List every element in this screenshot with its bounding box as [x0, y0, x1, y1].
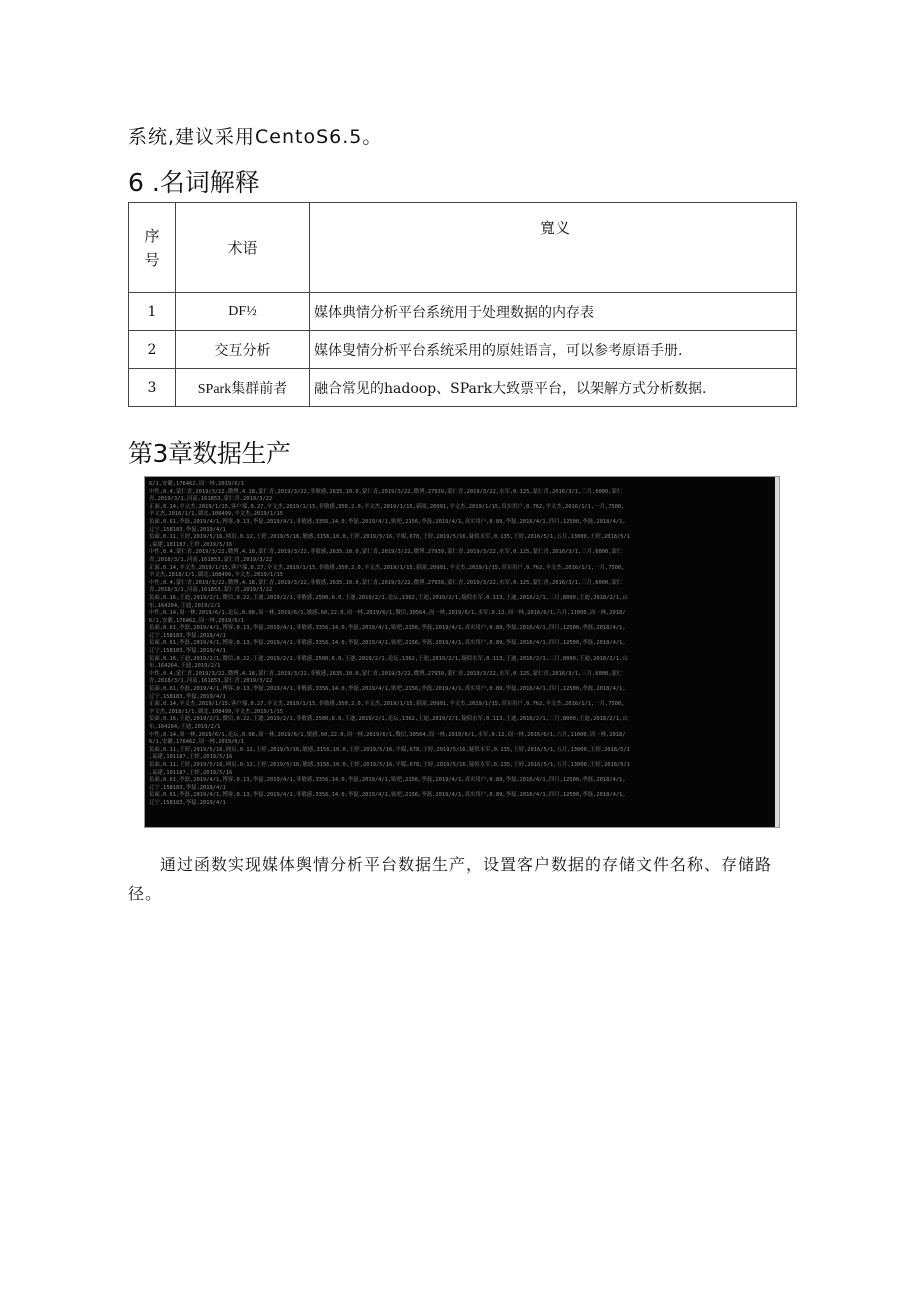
header-number-line2: 号 — [144, 250, 160, 269]
row-number: 2 — [129, 331, 176, 369]
row-number: 1 — [129, 293, 176, 331]
glossary-table — [128, 202, 797, 407]
terminal-output-screenshot — [144, 476, 780, 828]
header-definition: 寬义 — [310, 203, 797, 293]
terminal-scrollbar[interactable] — [775, 477, 779, 827]
row-definition: 融合常见的hadoop、SPark大致票平台，以架解方式分析数据. — [310, 369, 797, 407]
terminal-output-text: 6/1,安徽,176462,周一林,2019/6/1 中性,0.4,蒙仁青,2019/3/22,微博,4.18,蒙仁青,2019/3/22,非敏感,2635,10.0,蒙仁青,2019/3/22,微博,27939,蒙仁青,2019/3/22,水军,0.125,蒙仁青,2016/3/1,三月,6000,蒙仁 青,2019/3/1,河南,161853,蒙仁青,2019/3/22 正面,0.14,辛文杰,2019/1/15,客户端,0.27,辛文杰,2019/1/15,非敏感,350,2.0,辛文杰,2019/1/15,新闻,20991,辛文杰,2019/1/15,真实用户,0.762,辛文杰,2016/1/1,一月,7500, 辛文杰,2016/1/1,湖北,108499,辛文杰,2019/1/15 负面,0.61,李磊,2019/4/1,博客,0.13,李磊,2019/4/1,非敏感,3356,14.0,李磊,2019/4/1,贴吧,2156,李磊,2019/4/1,真实用户,0.89,李磊,2016/4/1,四月,12500,李磊,2018/4/1, 辽宁,158183,李磊,2019/4/1 负面,0.11,王婷,2019/5/16,网页,0.12,王婷,2019/5/16,敏感,3156,10.0,王婷,2019/5/16,平媒,678,王婷,2019/5/16,疑似水军,0.135,王婷,2016/5/1,五月,13000,王婷,2018/5/1 ,福建,101187,王婷,2019/5/16 中性,0.4,蒙仁青,2019/3/22,微博,4.18,蒙仁青,2019/3/22,非敏感,2635,10.0,蒙仁青,2019/3/22,微博,27939,蒙仁青,2019/3/22,水军,0.125,蒙仁青,2016/3/1,三月,6000,蒙仁 青,2018/3/1,河南,161853,蒙仁青,2019/3/22 正面,0.14,辛文杰,2019/1/15,客户端,0.27,辛文杰,2019/1/15,非敏感,350,2.0,辛文杰,2019/1/15,新闻,20991,辛文杰,2019/1/15,真实用户,0.762,辛文杰,2016/1/1,一月,7500, 辛文杰,2018/1/1,湖北,108499,辛文杰,2019/1/15 中性,0.4,蒙仁青,2019/3/22,微博,4.18,蒙仁青,2019/3/22,非敏感,2635,10.0,蒙仁青,2019/3/22,微博,27939,蒙仁青,2019/3/22,水军,0.125,蒙仁青,2016/3/1,三月,6000,蒙仁 青,2018/3/1,河南,161853,蒙仁青,2019/3/22 负面,0.16,王迪,2019/2/1,微信,0.22,王迪,2019/2/1,非敏感,2500,6.0,王迪,2019/2/1,论坛,1362,王迪,2019/2/1,疑似水军,0.113,王迪,2016/2/1,二月,8000,王迪,2018/2/1,山 东,164264,王迪,2019/2/1 中性,0.14,周一林,2019/6/1,论坛,0.08,周一林,2019/6/1,敏感,60,22.0,周一林,2019/6/1,微信,30564,周一林,2019/6/1,水军,0.12,周一林,2016/6/1,六月,11000,周一林,2018/ 6/1,安徽,176462,周一林,2019/6/1 负面,0.61,李磊,2019/4/1,博客,0.13,李磊,2019/4/1,非敏感,3356,14.0,李磊,2019/4/1,贴吧,2156,李磊,2019/4/1,真实用户,0.89,李磊,2016/4/1,四月,12500,李磊,2018/4/1, 辽宁,158183,李磊,2019/4/1 负面,0.61,李磊,2019/4/1,博客,0.13,李磊,2019/4/1,非敏感,3356,14.0,李磊,2019/4/1,贴吧,2156,李磊,2019/4/1,真实用户,0.89,李磊,2016/4/1,四月,12500,李磊,2018/4/1, 辽宁,158183,李磊,2019/4/1 负面,0.16,王迪,2019/2/1,微信,0.22,王迪,2019/2/1,非敏感,2500,6.0,王迪,2019/2/1,论坛,1362,王迪,2019/2/1,疑似水军,0.113,王迪,2016/2/1,二月,8000,王迪,2018/2/1,山 东,164264,王迪,2019/2/1 中性,0.4,蒙仁青,2019/3/22,微博,4.18,蒙仁青,2019/3/22,非敏感,2635,10.0,蒙仁青,2019/3/22,微博,27939,蒙仁青,2019/3/22,水军,0.125,蒙仁青,2016/3/1,三月,6000,蒙仁 青,2018/3/1,河南,161853,蒙仁青,2019/3/22 负面,0.61,李磊,2019/4/1,博客,0.13,李磊,2019/4/1,非敏感,3356,14.0,李磊,2019/4/1,贴吧,2156,李磊,2019/4/1,真实用户,0.89,李磊,2016/4/1,四月,12500,李磊,2018/4/1, 辽宁,158183,李磊,2019/4/1 正面,0.14,辛文杰,2019/1/15,客户端,0.27,辛文杰,2019/1/15,非敏感,350,2.0,辛文杰,2019/1/15,新闻,20991,辛文杰,2019/1/15,真实用户,0.762,辛文杰,2016/1/1,一月,7500, 辛文杰,2018/1/1,湖北,108499,辛文杰,2019/1/15 负面,0.16,王迪,2019/2/1,微信,0.22,王迪,2019/2/1,非敏感,2500,6.0,王迪,2019/2/1,论坛,1362,王迪,2019/2/1,疑似水军,0.113,王迪,2016/2/1,二月,8000,王迪,2018/2/1,山 东,164264,王迪,2019/2/1 中性,0.14,周一林,2019/6/1,论坛,0.08,周一林,2019/6/1,敏感,60,22.0,周一林,2019/6/1,微信,30564,周一林,2019/6/1,水军,0.12,周一林,2016/6/1,六月,11000,周一林,2018/ 6/1,安徽,176462,周一林,2019/6/1 负面,0.11,王婷,2019/5/16,网页,0.12,王婷,2019/5/16,敏感,3156,10.0,王婷,2019/5/16,平媒,678,王婷,2019/5/16,疑似水军,0.135,王婷,2016/5/1,五月,13000,王婷,2018/5/1 ,福建,101187,王婷,2019/5/16 负面,0.11,王婷,2019/5/16,网页,0.12,王婷,2019/5/16,敏感,3156,10.0,王婷,2019/5/16,平媒,678,王婷,2019/5/16,疑似水军,0.135,王婷,2016/5/1,五月,13000,王婷,2018/5/1 ,福建,101187,王婷,2019/5/16 负面,0.61,李磊,2019/4/1,博客,0.13,李磊,2019/4/1,非敏感,3356,14.0,李磊,2019/4/1,贴吧,2156,李磊,2019/4/1,真实用户,0.89,李磊,2016/4/1,四月,12500,李磊,2018/4/1, 辽宁,158183,李磊,2019/4/1 负面,0.61,李磊,2019/4/1,博客,0.13,李磊,2019/4/1,非敏感,3356,14.0,李磊,2019/4/1,贴吧,2156,李磊,2019/4/1,真实用户,0.89,李磊,2016/4/1,四月,12500,李磊,2018/4/1, 辽宁,158183,李磊,2019/4/1 — [149, 481, 630, 806]
row-definition: 媒体叟情分析平台系统采用的原娃语言，可以参考原语手册. — [310, 331, 797, 369]
header-number-line1: 序 — [144, 226, 160, 245]
row-number: 3 — [129, 369, 176, 407]
table-row — [129, 293, 797, 331]
intro-text: 系统,建议采用CentoS6.5。 — [128, 126, 383, 148]
table-row — [129, 331, 797, 369]
header-number — [129, 203, 176, 293]
row-term: DF½ — [176, 293, 310, 331]
table-row — [129, 369, 797, 407]
caption-paragraph: 通过函数实现媒体舆情分析平台数据生产，设置客户数据的存储文件名称、存储路径。 — [128, 855, 773, 903]
chapter-heading: 第3章数据生产 — [128, 439, 291, 468]
row-term: SPark集群前者 — [176, 369, 310, 407]
header-term: 术语 — [176, 203, 310, 293]
row-term: 交互分析 — [176, 331, 310, 369]
section-heading: 6 .名词解释 — [128, 168, 260, 197]
row-definition: 媒体典情分析平台系统用于处理数据的内存表 — [310, 293, 797, 331]
table-header-row — [129, 203, 797, 293]
